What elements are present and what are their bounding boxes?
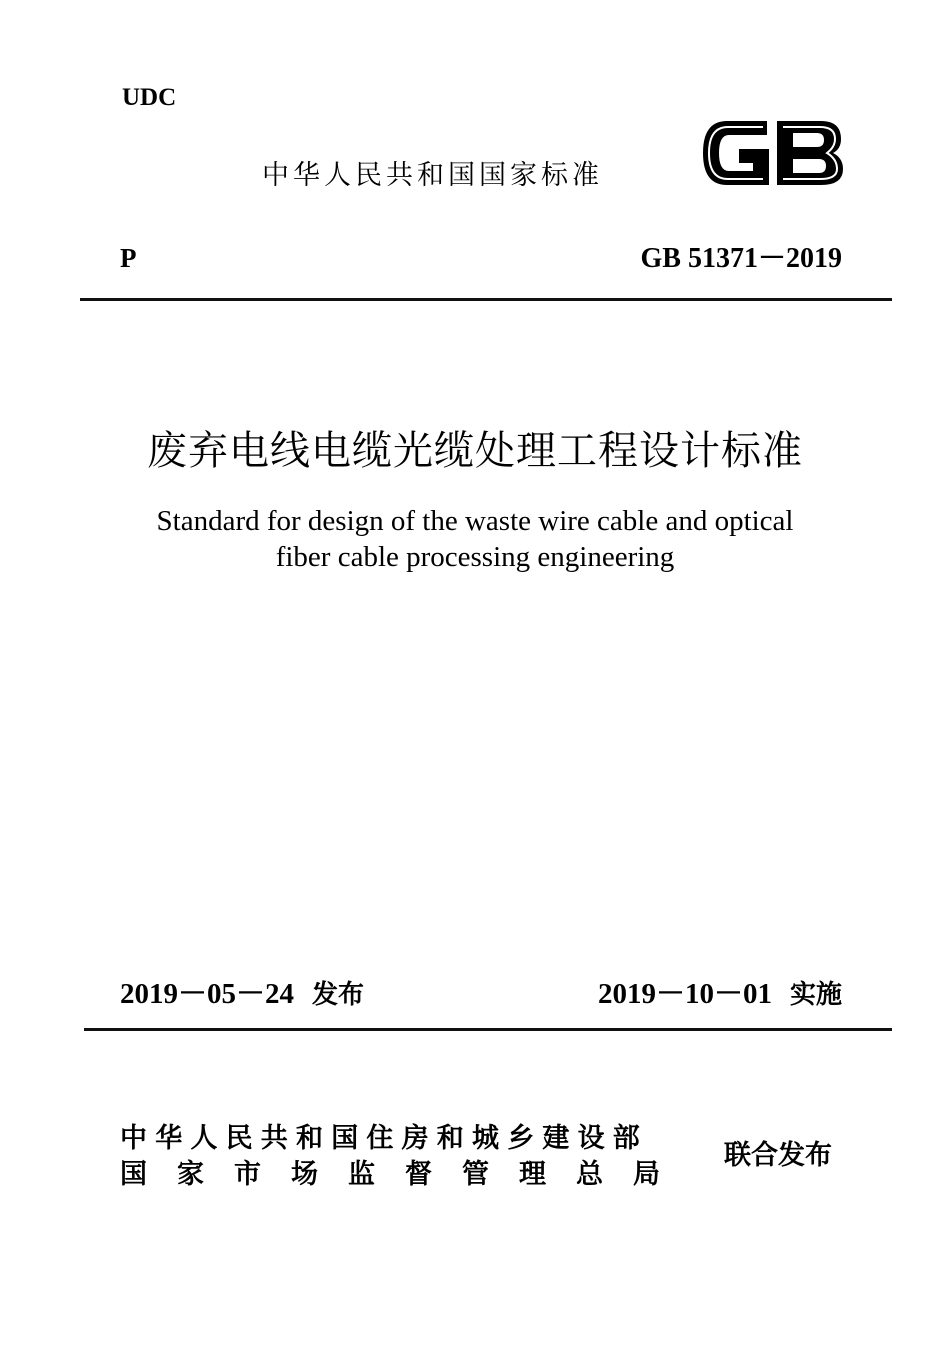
implement-date-block	[598, 977, 842, 1012]
standard-number: GB 51371－2019	[640, 243, 842, 274]
footer-divider	[84, 1028, 892, 1031]
issuer-administration: 国家市场监督管理总局	[120, 1159, 690, 1190]
title-english-line-1: Standard for design of the waste wire cable and optical	[156, 505, 794, 537]
publish-date: 2019－05－24	[120, 978, 295, 1010]
gb-logo-icon	[697, 113, 845, 193]
implement-date: 2019－10－01	[597, 978, 772, 1010]
publish-date-block	[120, 977, 364, 1012]
title-english	[0, 503, 950, 575]
udc-label: UDC	[122, 84, 177, 111]
issuer-ministry: 中华人民共和国住房和城乡建设部	[120, 1123, 648, 1154]
implement-label: 实施	[789, 980, 842, 1010]
header-divider	[80, 298, 892, 301]
publish-label: 发布	[312, 980, 365, 1010]
title-english-line-2: fiber cable processing engineering	[275, 541, 675, 573]
standard-type: 中华人民共和国国家标准	[262, 160, 603, 191]
classification-code: P	[120, 243, 137, 273]
title-chinese: 废弃电线电缆光缆处理工程设计标准	[147, 428, 803, 474]
joint-issue-label: 联合发布	[724, 1140, 832, 1171]
